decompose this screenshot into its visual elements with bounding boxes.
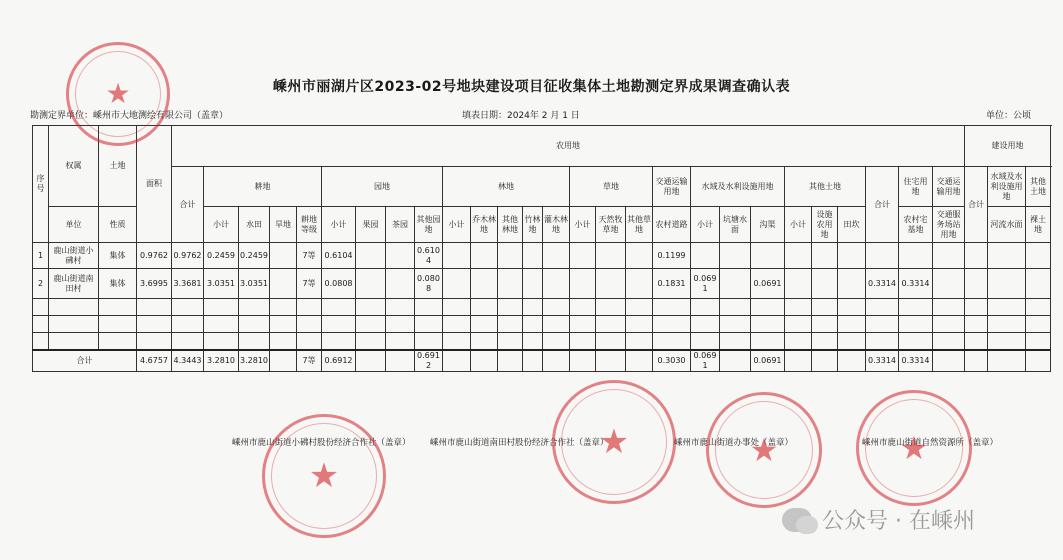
unit-label: 单位：公顷: [986, 111, 1032, 121]
header-garden: 园地: [322, 167, 443, 207]
header-natural: 天然牧草地: [596, 207, 626, 243]
header-transport: 交通运输用地: [653, 167, 691, 207]
table-row-empty: [33, 333, 1051, 350]
header-f-other: 其他林地: [498, 207, 523, 243]
header-area: 面积: [137, 126, 172, 243]
header-station: 交通服务场站用地: [933, 207, 965, 243]
watermark: [782, 504, 975, 535]
table-row-total: 合计 4.6757 4.3443 3.2810 3.2810 7等 0.6912 0.6912 0.3030 0.0691 0.0691 0.3314 0.3314: [33, 350, 1051, 372]
signature-natural-resources: 嵊州市鹿山街道自然资源所（盖章）: [862, 438, 999, 448]
header-pond: 坑塘水面: [720, 207, 751, 243]
header-bare: 裸土地: [1026, 207, 1051, 243]
resources-seal: ★: [856, 390, 972, 506]
table-row-empty: [33, 299, 1051, 316]
header-f-total: 小计: [443, 207, 471, 243]
header-ditch: 沟渠: [751, 207, 785, 243]
signature-xiaoshi-village: 嵊州市鹿山街道小砩村股份经济合作社（盖章）: [232, 438, 411, 448]
header-w-total: 小计: [691, 207, 720, 243]
header-rural-res: 农村宅基地: [899, 207, 933, 243]
office-seal: ★: [706, 392, 822, 508]
survey-table: [32, 125, 1051, 372]
header-unused-total: 合计: [965, 167, 988, 243]
header-grass: 草地: [570, 167, 653, 207]
header-other-land: 其他土地: [785, 167, 866, 207]
header-shrub: 灌木林地: [543, 207, 570, 243]
header-other-b: 其他土地: [1026, 167, 1051, 207]
header-g-total: 小计: [322, 207, 356, 243]
header-dry: 旱地: [270, 207, 297, 243]
wechat-icon: [782, 508, 812, 532]
xiaoshi-village-seal: ★: [262, 414, 386, 538]
header-water-b: 水域及水利设施用地: [988, 167, 1026, 207]
table-row: 2 鹿山街道南田村 集体 3.6995 3.3681 3.0351 3.0351 7等 0.0808 0.0808 0.1831 0.0691 0.0691 0.3314 0.3314: [33, 269, 1051, 299]
header-river: 河流水面: [988, 207, 1026, 243]
header-forest: 林地: [443, 167, 570, 207]
header-agri-total: 合计: [172, 167, 204, 243]
header-cultivated: 耕地: [204, 167, 322, 207]
page-title: 嵊州市丽湖片区2023-02号地块建设项目征收集体土地勘测定界成果调查确认表: [272, 79, 791, 95]
header-land: 土地: [99, 126, 137, 207]
header-gr-total: 小计: [570, 207, 596, 243]
header-grade: 耕地等级: [297, 207, 322, 243]
table-row: 1 鹿山街道小砩村 集体 0.9762 0.9762 0.2459 0.2459 7等 0.6104 0.6104 0.1199: [33, 243, 1051, 269]
signature-lushan-office: 嵊州市鹿山街道办事处（盖章）: [674, 438, 794, 448]
nantian-village-seal: ★: [552, 380, 676, 504]
header-construction: 建设用地: [965, 126, 1051, 167]
header-gr-other: 其他草地: [626, 207, 653, 243]
header-g-other: 其他园地: [415, 207, 443, 243]
header-tea: 茶园: [386, 207, 415, 243]
watermark-text: 公众号 · 在嵊州: [822, 509, 975, 534]
fill-date: 填表日期：2024年 2 月 1 日: [462, 111, 580, 121]
header-c-total: 小计: [204, 207, 239, 243]
header-village-road: 农村道路: [653, 207, 691, 243]
header-o-total: 小计: [785, 207, 812, 243]
survey-unit: 勘测定界单位：嵊州市大地测绘有限公司（盖章）: [30, 111, 229, 121]
header-seq: 序号: [33, 126, 49, 243]
header-construction-total: 合计: [866, 167, 899, 243]
header-orchard: 果园: [356, 207, 386, 243]
header-bamboo: 竹林地: [523, 207, 543, 243]
header-ownership-unit: 单位: [49, 207, 99, 243]
header-arbor: 乔木林地: [471, 207, 498, 243]
header-paddy: 水田: [239, 207, 270, 243]
header-water: 水域及水利设施用地: [691, 167, 785, 207]
table-row-empty: [33, 316, 1051, 333]
header-facility: 设施农用地: [812, 207, 838, 243]
header-ridge: 田坎: [838, 207, 866, 243]
header-residential: 住宅用地: [899, 167, 933, 207]
company-seal: ★: [66, 42, 170, 146]
header-transport-b: 交通运输用地: [933, 167, 965, 207]
signature-nantian-village: 嵊州市鹿山街道南田村股份经济合作社（盖章）: [430, 438, 609, 448]
header-nature: 性质: [99, 207, 137, 243]
header-ownership: 权属: [49, 126, 99, 207]
header-agri-land: 农用地: [172, 126, 965, 167]
